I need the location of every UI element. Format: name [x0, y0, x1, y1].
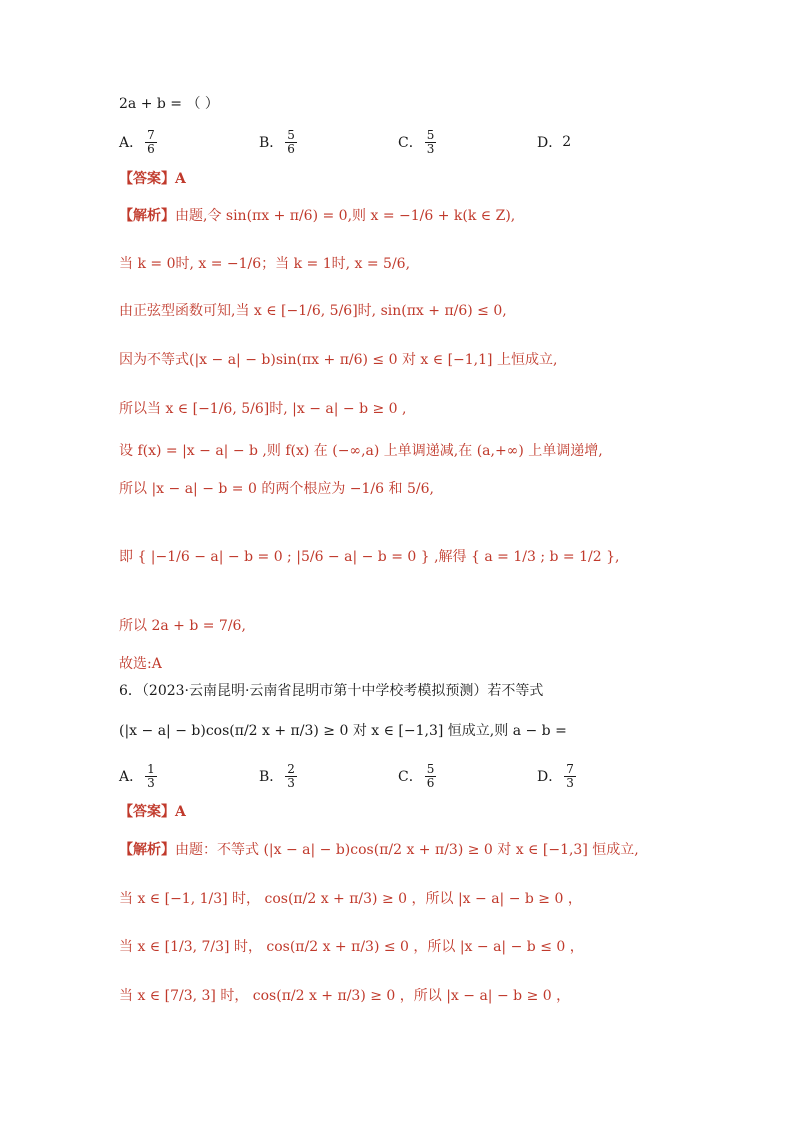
q5-analysis-line-5: 所以当 x ∈ [−1/6, 5/6]时, |x − a| − b ≥ 0 ,	[119, 401, 407, 417]
q5-option-d: D． 2	[537, 134, 572, 151]
q5-analysis-line-4: 因为不等式(|x − a| − b)sin(πx + π/6) ≤ 0 对 x ∈ [−1,1] 上恒成立,	[119, 352, 558, 368]
q6-analysis-line-4: 当 x ∈ [7/3, 3] 时， cos(π/2 x + π/3) ≥ 0 ，所以 |x − a| − b ≥ 0 ，	[119, 988, 571, 1004]
q5-option-c: C． $\frac{5}{3}$	[398, 127, 435, 156]
q5-option-b: B． $\frac{5}{6}$	[259, 127, 295, 156]
q5-analysis-line-6: 设 f(x) = |x − a| − b ,则 f(x) 在 (−∞,a) 上单调递减,在 (a,+∞) 上单调递增,	[119, 443, 603, 459]
q6-stem-2: (|x − a| − b)cos(π/2 x + π/3) ≥ 0 对 x ∈ [−1,3] 恒成立,则 a − b =	[119, 723, 567, 739]
q5-analysis-line-8: 即 { |−1/6 − a| − b = 0 ; |5/6 − a| − b = 0 } ,解得 { a = 1/3 ; b = 1/2 },	[119, 549, 620, 565]
q5-analysis-line-3: 由正弦型函数可知,当 x ∈ [−1/6, 5/6]时, sin(πx + π/6) ≤ 0,	[119, 303, 507, 319]
q5-options	[119, 126, 599, 158]
q5-analysis-line-10: 故选:A	[119, 656, 162, 672]
q6-option-d: D． $\frac{7}{3}$	[537, 761, 574, 790]
q6-analysis-line-3: 当 x ∈ [1/3, 7/3] 时， cos(π/2 x + π/3) ≤ 0 ，所以 |x − a| − b ≤ 0 ，	[119, 939, 584, 955]
q6-answer: 【答案】A	[119, 804, 186, 820]
q6-options	[119, 760, 599, 792]
q6-option-a: A． $\frac{1}{3}$	[119, 761, 155, 790]
q5-answer: 【答案】A	[119, 171, 186, 187]
q6-option-b: B． $\frac{2}{3}$	[259, 761, 295, 790]
q5-analysis-line-1: 【解析】由题,令 sin(πx + π/6) = 0,则 x = −1/6 + k(k ∈ Z),	[119, 208, 516, 224]
q6-analysis-line-1: 【解析】由题：不等式 (|x − a| − b)cos(π/2 x + π/3) ≥ 0 对 x ∈ [−1,3] 恒成立,	[119, 842, 639, 858]
q6-stem: 6．（2023·云南昆明·云南省昆明市第十中学校考模拟预测）若不等式	[119, 683, 544, 699]
q6-analysis-line-2: 当 x ∈ [−1, 1/3] 时， cos(π/2 x + π/3) ≥ 0 ，所以 |x − a| − b ≥ 0 ，	[119, 891, 582, 907]
q5-stem-tail: 2a + b = （ ）	[119, 96, 219, 112]
q6-option-c: C． $\frac{5}{6}$	[398, 761, 435, 790]
q5-option-a: A． $\frac{7}{6}$	[119, 127, 155, 156]
q5-analysis-line-2: 当 k = 0时, x = −1/6；当 k = 1时, x = 5/6,	[119, 256, 411, 272]
q5-analysis-line-9: 所以 2a + b = 7/6,	[119, 618, 246, 634]
q5-analysis-line-7: 所以 |x − a| − b = 0 的两个根应为 −1/6 和 5/6,	[119, 481, 434, 497]
